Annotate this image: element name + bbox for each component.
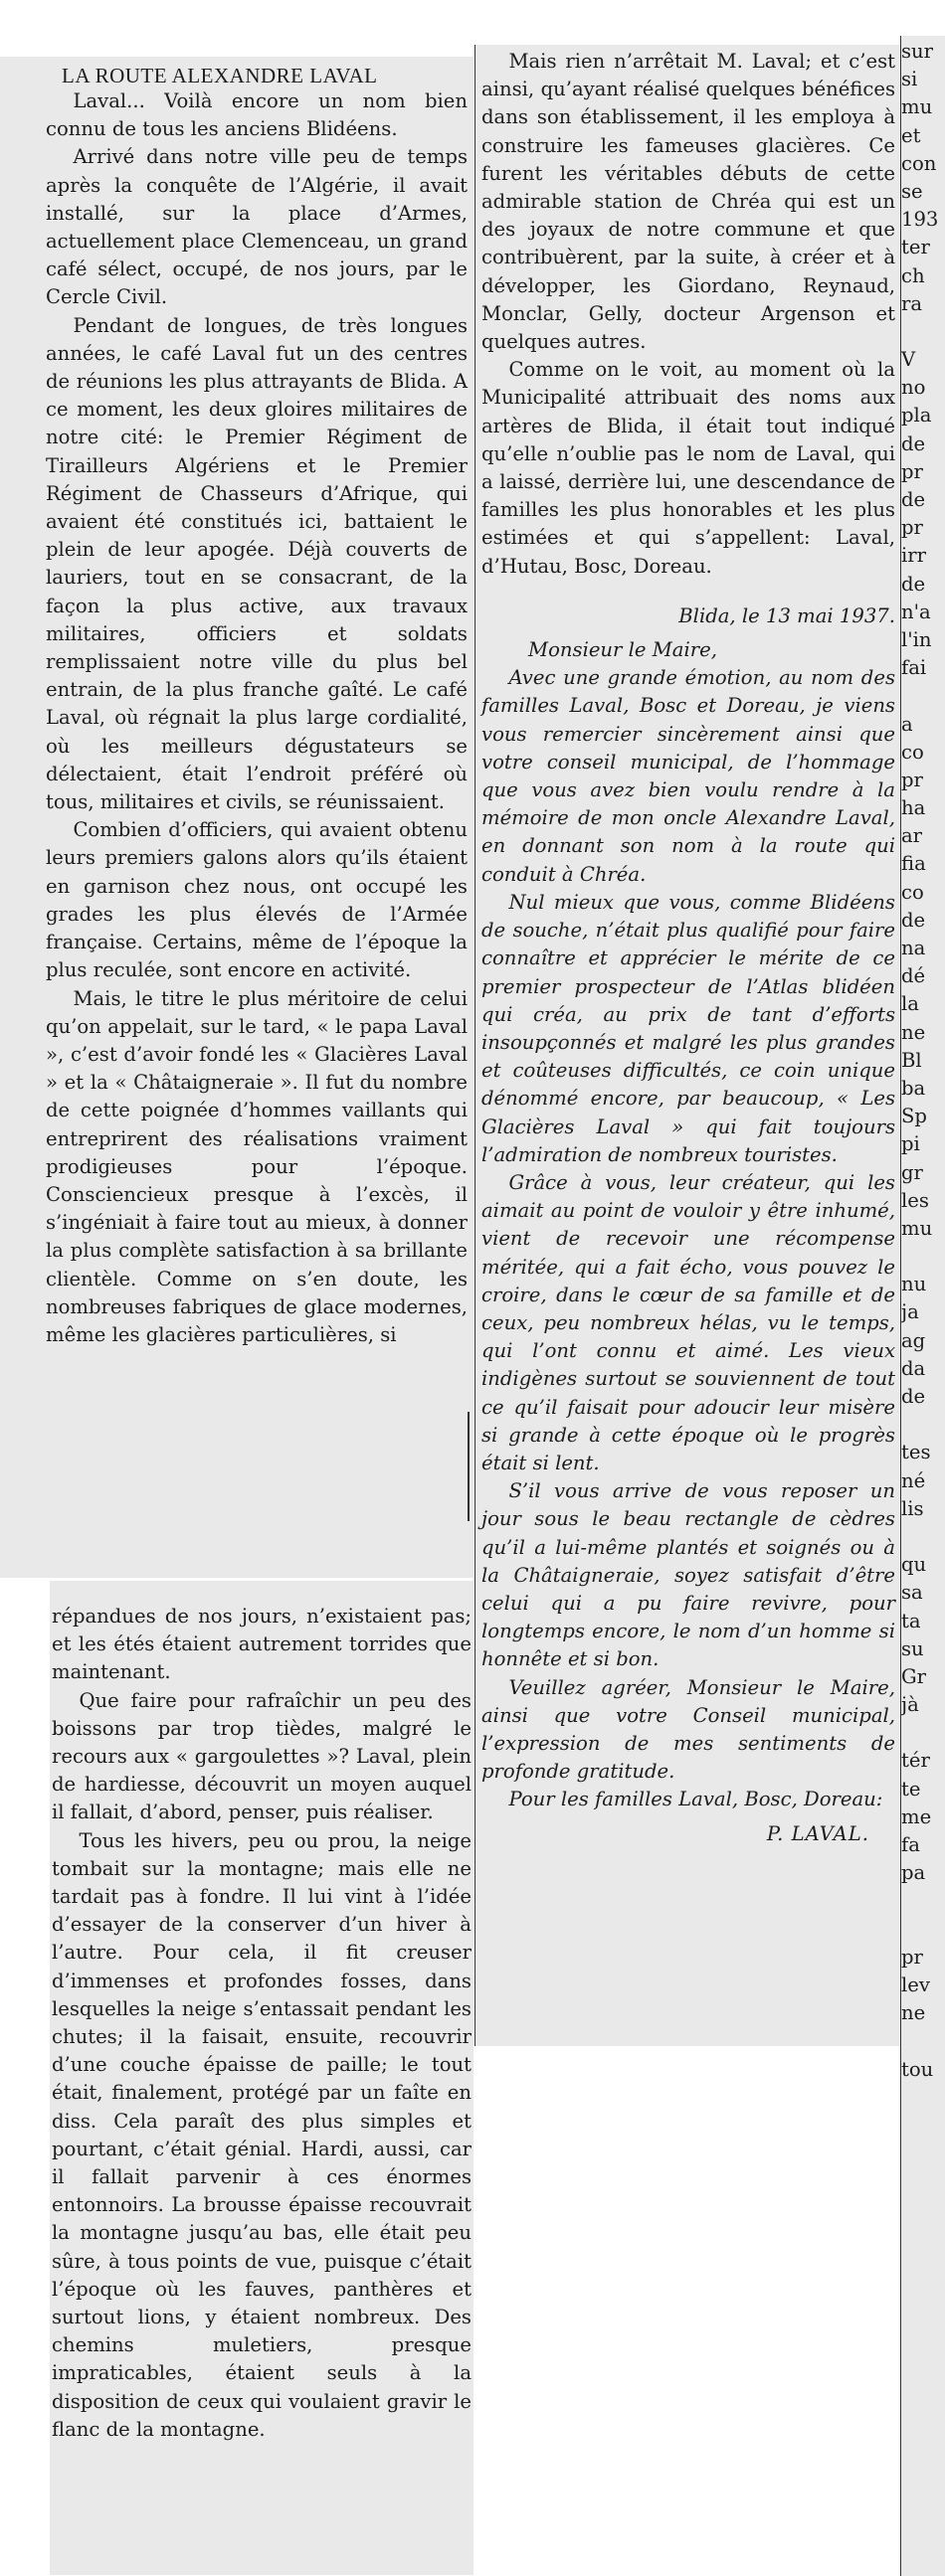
text-fragment: jà [901,1693,919,1717]
text-fragment: pr [901,1945,923,1969]
text-fragment: qu [901,1553,927,1577]
paragraph: répandues de nos jours, n’existaient pas; et les étés étaient autrement torrides que maintenant. [52,1605,472,1684]
text-fragment: gr [901,1160,923,1184]
text-fragment: Sp [901,1105,927,1128]
text-fragment [901,2027,945,2055]
middle-column [481,48,895,1848]
paragraph: Mais rien n’arrêtait M. Laval; et c’est ainsi, qu’ayant réalisé quelques bénéfices dans son établissement, il les employa à construire les fameuses glacières. Ce furent les véritables débuts de cette admirable station de Chréa qui est un des joyaux de notre commune et que contribuèrent, par la suite, à créer et à développer, les Giordano, Reynaud, Monclar, Gelly, docteur Argenson et quelques autres. [481,50,895,354]
text-fragment: ja [901,1300,919,1324]
text-fragment: pa [901,1861,926,1885]
text-fragment: Bl [901,1048,922,1072]
text-fragment: ba [901,1076,926,1100]
text-fragment: a [901,712,913,736]
letter-paragraph: Pour les familles Laval, Bosc, Doreau: [508,1788,883,1811]
letter-paragraph: Nul mieux que vous, comme Blidéens de souche, n’était plus qualifié pour faire connaître et apprécier le mérite de ce premier prospecteur de l’Atlas blidéen qui créa, au prix de tant d’efforts insoupçonnés et malgré les plus grandes et coûteuses difficultés, ce coin unique dénommé encore, par beaucoup, « Les Glacières Laval » qui fait toujours l’admiration de nombreux touristes. [481,890,895,1166]
letter-paragraph: S’il vous arrive de vous reposer un jour sous le beau rectangle de cèdres qu’il a lui-même plantés et soignés ou à la Châtaigneraie, soyez satisfait d’être celui qui a pu faire revivre, pour longtemps encore, le nom d’un homme si honnête et si bon. [481,1479,895,1671]
text-fragment [901,682,945,710]
article-title: LA ROUTE ALEXANDRE LAVAL [62,64,378,88]
text-fragment [901,318,945,346]
text-fragment: sur [901,40,934,63]
text-fragment: ra [901,291,923,315]
text-fragment: de [901,431,926,455]
text-fragment: fia [901,852,926,876]
left-column-continuation [52,1603,472,2444]
text-fragment: de [901,1385,926,1408]
letter-dateline: Blida, le 13 mai 1937. [678,603,895,627]
text-fragment: ag [901,1328,926,1352]
text-fragment: me [901,1804,932,1828]
text-fragment: si [901,68,918,91]
text-fragment: fa [901,1833,920,1856]
text-fragment [901,1887,945,1915]
text-fragment [901,1243,945,1271]
text-fragment: ter [901,236,930,259]
text-fragment: no [901,376,926,400]
text-fragment: ha [901,796,926,820]
paragraph: Arrivé dans notre ville peu de temps après la conquête de l’Algérie, il avait installé, sur la place d’Armes, actuellement place Clemenceau, un grand café sélect, occupé, de nos jours, par le Cercle Civil. [46,145,468,309]
text-fragment: lis [901,1496,924,1520]
text-fragment: fai [901,656,927,680]
paragraph: Que faire pour rafraîchir un peu des boissons par trop tièdes, malgré le recours aux « gargoulettes »? Laval, plein de hardiesse, découvrit un moyen auquel il fallait, d’abord, penser, puis réaliser. [52,1688,472,1824]
text-fragment: n'a [901,600,931,623]
text-fragment: ta [901,1609,921,1632]
text-fragment: l'in [901,627,932,651]
text-fragment: ar [901,824,923,848]
text-fragment: se [901,179,923,203]
text-fragment: te [901,1777,921,1801]
paragraph: Pendant de longues, de très longues années, le café Laval fut un des centres de réunions les plus attrayants de Blida. A ce moment, les deux gloires militaires de notre cité: le Premier Régiment de Tirailleurs Algériens et le Premier Régiment de Chasseurs d’Afrique, qui avaient été constitués ici, battaient le plein de leur apogée. Déjà couverts de lauriers, tout en se consacrant, de la façon la plus active, aux travaux militaires, officiers et soldats remplissaient notre ville du plus bel entrain, de la plus franche gaîté. Le café Laval, où régnait la plus large cordialité, où les meilleurs dégustateurs se délectaient, était l’endroit préféré où tous, militaires et civils, se réunissaient. [46,313,468,814]
text-fragment: pr [901,516,923,540]
text-fragment [901,1523,945,1551]
text-fragment: tes [901,1441,931,1464]
paragraph: Laval... Voilà encore un nom bien connu de tous les anciens Blidéens. [46,89,468,141]
paragraph: Comme on le voit, au moment où la Municipalité attribuait des noms aux artères de Blida, il était tout indiqué qu’elle n’oublie pas le nom de Laval, qui a laissé, derrière lui, une descendance de familles les plus honorables et les plus estimées et qui s’appellent: Laval, d’Hutau, Bosc, Doreau. [481,358,895,578]
column-rule [474,45,475,2046]
text-fragment: Gr [901,1664,927,1688]
text-fragment: co [901,880,924,904]
text-fragment: pla [901,404,932,428]
text-fragment: ch [901,263,925,287]
text-fragment: de [901,488,926,511]
text-fragment: lev [901,1973,930,1996]
left-column [46,87,468,1349]
text-fragment: de [901,572,926,596]
text-fragment: mu [901,95,933,119]
text-fragment: sa [901,1581,923,1605]
text-fragment [901,1411,945,1439]
text-fragment: ne [901,2001,926,2025]
text-fragment: pr [901,459,923,483]
column-rule [468,1412,470,1521]
text-fragment: 193 [901,208,939,232]
letter-paragraph: Avec une grande émotion, au nom des familles Laval, Bosc et Doreau, je viens vous remercier sincèrement ainsi que votre conseil municipal, de l’hommage que vous avez bien voulu rendre à la mémoire de mon oncle Alexandre Laval, en donnant son nom à la route qui conduit à Chréa. [481,666,895,886]
text-fragment [901,1719,945,1747]
text-fragment: da [901,1356,926,1380]
text-fragment: et [901,123,921,147]
text-fragment: V [901,348,916,372]
text-fragment [901,1916,945,1944]
text-fragment: la [901,992,919,1016]
text-fragment: mu [901,1216,933,1240]
text-fragment: les [901,1188,929,1212]
paragraph: Mais, le titre le plus méritoire de celui qu’on appelait, sur le tard, « le papa Laval », c’est d’avoir fondé les « Glacières Laval » et la « Châtaigneraie ». Il fut du nombre de cette poignée d’hommes vaillants qui entreprirent des réalisations vraiment prodigieuses pour l’époque. Consciencieux presque à l’excès, il s’ingéniait à faire tout au mieux, à donner la plus complète satisfaction à sa brillante clientèle. Comme on s’en doute, les nombreuses fabriques de glace modernes, même les glacières particulières, si [46,986,468,1346]
right-column-fragments [901,38,945,2084]
text-fragment: nu [901,1273,927,1296]
text-fragment: con [901,151,937,175]
letter-signature: P. LAVAL. [766,1821,869,1845]
text-fragment: dé [901,964,926,988]
letter-paragraph: Grâce à vous, leur créateur, qui les aimait au point de vouloir y être inhumé, vient de recevoir une récompense méritée, qui a fait écho, vous pouvez le croire, dans le cœur de sa famille et de ceux, peu nombreux hélas, vu le temps, qui l’ont connu et aimé. Les vieux indigènes surtout se souviennent de tout ce qu’il faisait pour adoucir leur misère si grande à cette époque où le progrès était si lent. [481,1170,895,1474]
text-fragment: de [901,908,926,932]
paragraph: Combien d’officiers, qui avaient obtenu leurs premiers galons alors qu’ils étaient en garnison chez nous, ont occupé les grades les plus élevés de l’Armée française. Certains, même de l’époque la plus reculée, sont encore en activité. [46,818,468,982]
text-fragment: tou [901,2057,934,2081]
text-fragment: pi [901,1132,920,1156]
paragraph: Tous les hivers, peu ou prou, la neige tombait sur la montagne; mais elle ne tardait pas à fondre. Il lui vint à l’idée d’essayer de la conserver d’un hiver à l’autre. Pour cela, il fit creuser d’immenses et profondes fosses, dans lesquelles la neige s’entassait pendant les chutes; il la faisait, ensuite, recouvrir d’une couche épaisse de paille; le tout était, finalement, protégé par un faîte en diss. Cela paraît des plus simples et pourtant, c’était génial. Hardi, aussi, car il fallait parvenir à ces énormes entonnoirs. La brousse épaisse recouvrait la montagne jusqu’au bas, elle était peu sûre, à tous points de vue, puisque c’était l’époque où les fauves, panthères et surtout lions, y étaient nombreux. Des chemins muletiers, presque impraticables, étaient seuls à la disposition de ceux qui voulaient gravir le flanc de la montagne. [52,1828,472,2441]
letter-paragraph: Veuillez agréer, Monsieur le Maire, ainsi que votre Conseil municipal, l’expression de mes sentiments de profonde gratitude. [481,1675,895,1784]
text-fragment: né [901,1468,926,1492]
text-fragment: pr [901,768,923,791]
letter-salutation: Monsieur le Maire, [528,638,717,662]
text-fragment: co [901,740,924,764]
text-fragment: ne [901,1020,926,1044]
text-fragment: irr [901,544,926,568]
text-fragment: tér [901,1749,930,1773]
text-fragment: su [901,1636,924,1660]
text-fragment: na [901,937,926,959]
